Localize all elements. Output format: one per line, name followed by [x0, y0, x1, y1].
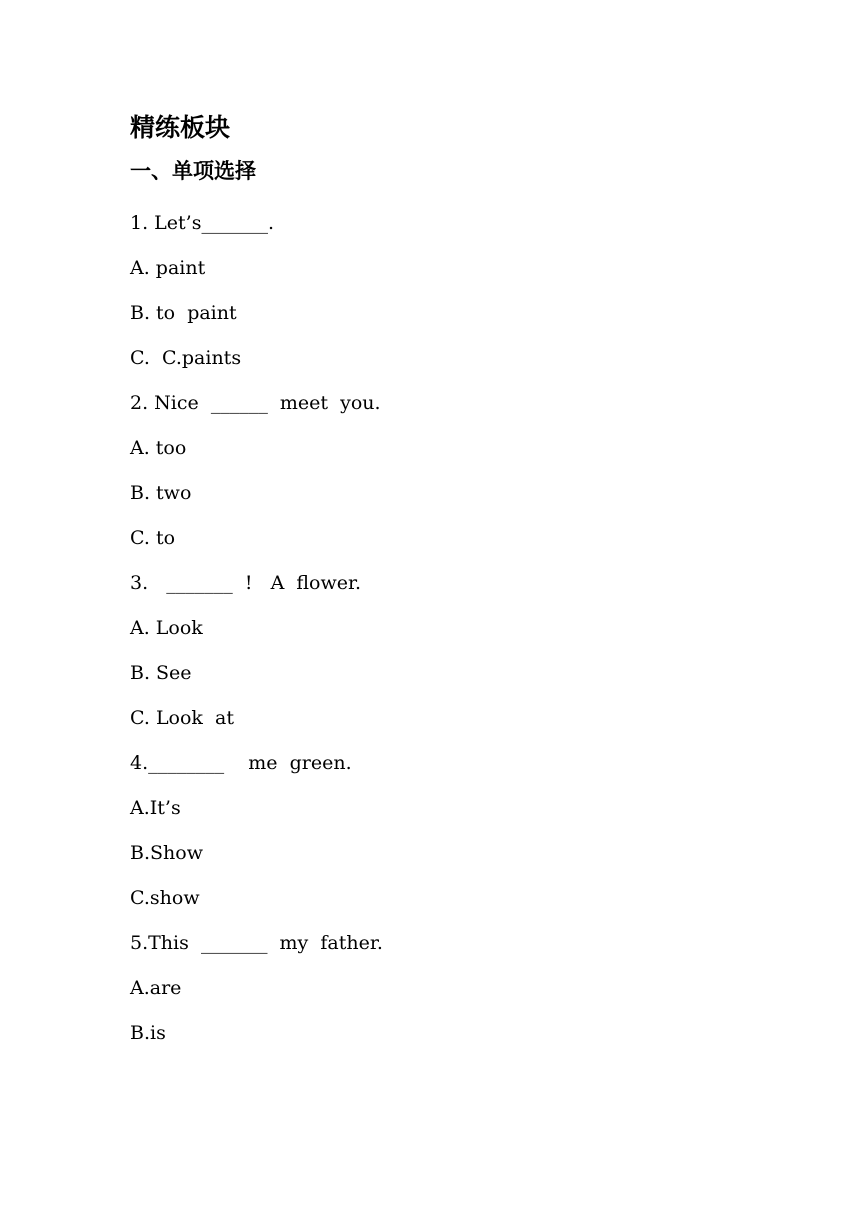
exercise-content [130, 110, 770, 1056]
section-heading: 一、单项选择 [130, 159, 256, 183]
question-3-stem: 3. _______ ! A flower. [130, 572, 362, 594]
question-1-option-a: A. paint [130, 257, 206, 279]
question-2-option-b: B. two [130, 482, 192, 504]
question-5-stem: 5.This _______ my father. [130, 932, 383, 954]
question-1-option-c: C. C.paints [130, 347, 242, 369]
question-2-option-a: A. too [130, 437, 187, 459]
question-5-option-b: B.is [130, 1022, 166, 1044]
question-3-option-c: C. Look at [130, 707, 234, 729]
question-4-option-a: A.It’s [130, 797, 181, 819]
page-title: 精练板块 [130, 113, 231, 142]
question-4-stem: 4.________ me green. [130, 752, 352, 774]
question-1-option-b: B. to paint [130, 302, 237, 324]
question-4-option-c: C.show [130, 887, 200, 909]
question-list [130, 201, 770, 1056]
question-2-stem: 2. Nice ______ meet you. [130, 392, 381, 414]
question-4-option-b: B.Show [130, 842, 203, 864]
question-5-option-a: A.are [130, 977, 182, 999]
question-3-option-a: A. Look [130, 617, 203, 639]
question-1-stem: 1. Let’s_______. [130, 212, 274, 234]
question-2-option-c: C. to [130, 527, 176, 549]
question-3-option-b: B. See [130, 662, 192, 684]
